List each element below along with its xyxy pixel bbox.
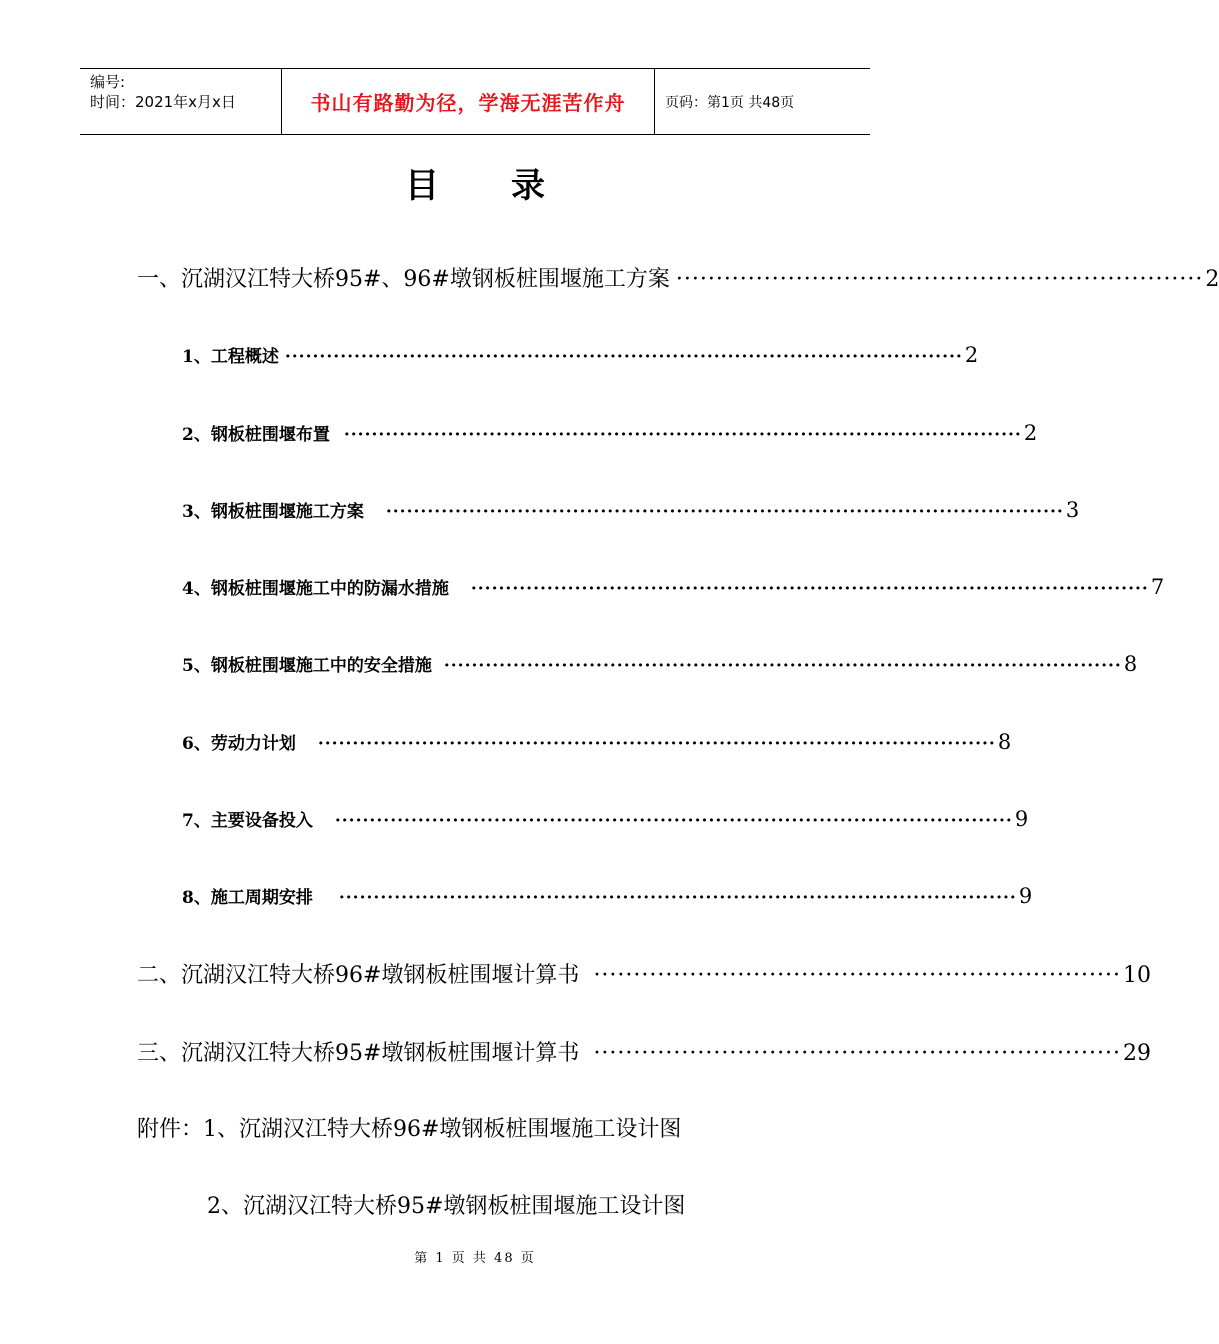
toc-leader-dots: ··································································································	[284, 347, 963, 367]
toc-leader-dots: ··································································	[593, 963, 1121, 988]
toc-entry-page: 9	[1018, 884, 1033, 908]
toc-leader-dots: ··································································································	[385, 502, 1064, 522]
toc-entry-label: 二、沉湖汉江特大桥96#墩钢板桩围堰计算书	[137, 963, 580, 988]
toc-entry-page: 9	[1014, 807, 1029, 831]
toc-entry-label: 2、钢板桩围堰布置	[182, 425, 330, 445]
toc-entry[interactable]	[182, 497, 1080, 522]
attachment-line[interactable]: 2、沉湖汉江特大桥95#墩钢板桩围堰施工设计图	[207, 1194, 686, 1219]
toc-leader-dots: ··································································································	[317, 734, 996, 754]
toc-leader-dots: ··································································································	[343, 425, 1022, 445]
page-footer: 第 1 页 共 48 页	[414, 1251, 536, 1266]
toc-entry[interactable]	[137, 262, 1219, 293]
toc-entry[interactable]	[182, 420, 1038, 445]
toc-entry-page: 7	[1150, 575, 1165, 599]
toc-entry-page: 10	[1123, 963, 1151, 988]
toc-leader-dots: ··································································································	[443, 656, 1122, 676]
toc-entry-label: 8、施工周期安排	[182, 888, 313, 908]
page-header	[80, 68, 870, 135]
toc-entry-page: 3	[1065, 498, 1080, 522]
toc-entry-label: 1、工程概述	[182, 347, 279, 367]
toc-entry[interactable]	[182, 651, 1138, 676]
toc-entry-label: 7、主要设备投入	[182, 811, 313, 831]
toc-entry-page: 8	[997, 730, 1012, 754]
toc-entry-label: 5、钢板桩围堰施工中的安全措施	[182, 656, 432, 676]
toc-entry[interactable]	[182, 883, 1033, 908]
toc-entry-page: 2	[1205, 267, 1219, 292]
toc-entry-label: 6、劳动力计划	[182, 734, 296, 754]
toc-leader-dots: ··································································································	[338, 888, 1017, 908]
header-slogan: 书山有路勤为径，学海无涯苦作舟	[282, 69, 655, 134]
attachment-line[interactable]: 附件：1、沉湖汉江特大桥96#墩钢板桩围堰施工设计图	[137, 1117, 682, 1142]
page-title: 目录	[405, 166, 617, 206]
toc-leader-dots: ··································································································	[334, 811, 1013, 831]
toc-entry[interactable]	[182, 729, 1012, 754]
toc-entry-label: 3、钢板桩围堰施工方案	[182, 502, 364, 522]
doc-number-label: 编号:	[90, 73, 126, 91]
toc-entry-label: 4、钢板桩围堰施工中的防漏水措施	[182, 579, 449, 599]
toc-entry-page: 8	[1123, 652, 1138, 676]
toc-entry-page: 2	[1023, 421, 1038, 445]
header-page-info: 页码：第1页 共48页	[665, 94, 795, 111]
header-meta	[80, 69, 282, 134]
toc-entry[interactable]	[182, 574, 1165, 599]
toc-leader-dots: ··································································	[675, 267, 1204, 292]
toc-entry[interactable]	[137, 1036, 1151, 1067]
toc-entry[interactable]	[182, 342, 979, 367]
toc-entry-label: 一、沉湖汉江特大桥95#、96#墩钢板桩围堰施工方案	[137, 267, 670, 292]
toc-entry[interactable]	[137, 958, 1151, 989]
toc-leader-dots: ··································································	[593, 1041, 1121, 1066]
toc-entry-page: 29	[1123, 1041, 1151, 1066]
toc-entry-label: 三、沉湖汉江特大桥95#墩钢板桩围堰计算书	[137, 1041, 580, 1066]
toc-entry[interactable]	[182, 806, 1029, 831]
toc-leader-dots: ··································································································	[470, 579, 1149, 599]
doc-date-label: 时间：2021年x月x日	[90, 93, 236, 111]
toc-entry-page: 2	[964, 343, 979, 367]
